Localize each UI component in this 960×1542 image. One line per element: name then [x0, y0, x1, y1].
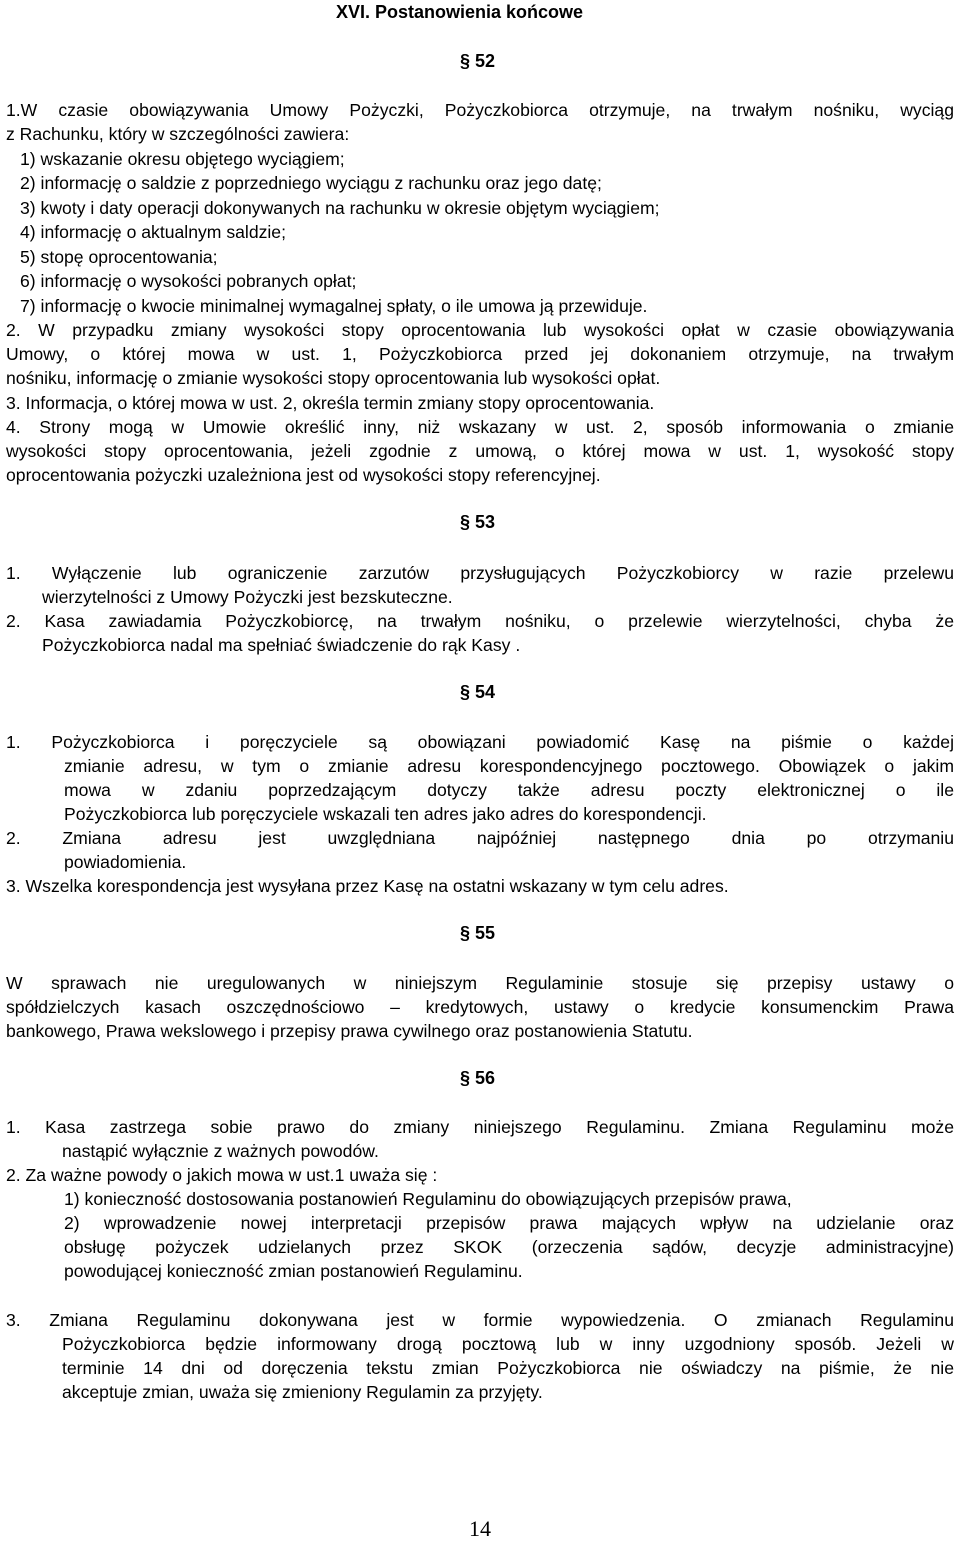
section-55-number: § 55 — [460, 923, 496, 943]
section-53-line-3: 2. Kasa zawiadamia Pożyczkobiorcę, na trwałym nośniku, o przelewie wierzytelności, chyba że — [6, 611, 954, 631]
section-52-line-5: 3) kwoty i daty operacji dokonywanych na rachunku w okresie objętym wyciągiem; — [20, 198, 660, 218]
section-54-line-1: 1. Pożyczkobiorca i poręczyciele są obowiązani powiadomić Kasę na piśmie o każdej — [6, 732, 954, 752]
section-53-number: § 53 — [460, 512, 496, 532]
section-52-line-15: wysokości stopy oprocentowania, jeżeli zgodnie z umową, o której mowa w ust. 1, wysokość stopy — [6, 441, 954, 461]
section-53-line-4: Pożyczkobiorca nadal ma spełniać świadczenie do rąk Kasy . — [42, 635, 521, 655]
section-55-line-2: spółdzielczych kasach oszczędnościowo – kredytowych, ustawy o kredycie konsumenckim Prawa — [6, 997, 954, 1017]
section-52-line-13: 3. Informacja, o której mowa w ust. 2, określa termin zmiany stopy oprocentowania. — [6, 393, 655, 413]
section-56-line-4: 1) konieczność dostosowania postanowień Regulaminu do obowiązujących przepisów prawa, — [64, 1189, 792, 1209]
section-54-line-4: Pożyczkobiorca lub poręczyciele wskazali ten adres jako adres do korespondencji. — [64, 804, 707, 824]
section-52-line-12: nośniku, informację o zmianie wysokości stopy oprocentowania lub wysokości opłat. — [6, 368, 661, 388]
section-53-line-1: 1. Wyłączenie lub ograniczenie zarzutów przysługujących Pożyczkobiorcy w razie przelewu — [6, 563, 954, 583]
section-52-line-4: 2) informację o saldzie z poprzedniego wyciągu z rachunku oraz jego datę; — [20, 173, 602, 193]
section-52-line-10: 2. W przypadku zmiany wysokości stopy oprocentowania lub wysokości opłat w czasie obowiązywania — [6, 320, 954, 340]
section-54-line-7: 3. Wszelka korespondencja jest wysyłana przez Kasę na ostatni wskazany w tym celu adres. — [6, 876, 729, 896]
section-52-line-8: 6) informację o wysokości pobranych opłat; — [20, 271, 357, 291]
section-52-line-2: z Rachunku, który w szczególności zawiera: — [6, 124, 350, 144]
page-number: 14 — [469, 1516, 491, 1541]
section-52-line-14: 4. Strony mogą w Umowie określić inny, niż wskazany w ust. 2, sposób informowania o zmianie — [6, 417, 954, 437]
section-53-line-2: wierzytelności z Umowy Pożyczki jest bezskuteczne. — [42, 587, 453, 607]
section-52-line-16: oprocentowania pożyczki uzależniona jest od wysokości stopy referencyjnej. — [6, 465, 601, 485]
section-54-line-2: zmianie adresu, w tym o zmianie adresu korespondencyjnego pocztowego. Obowiązek o jakim — [64, 756, 954, 776]
section-52-line-7: 5) stopę oprocentowania; — [20, 247, 218, 267]
section-54-line-5: 2. Zmiana adresu jest uwzględniana najpóźniej następnego dnia po otrzymaniu — [6, 828, 954, 848]
section-56-line-11: akceptuje zmian, uważa się zmieniony Regulamin za przyjęty. — [62, 1382, 543, 1402]
section-56-number: § 56 — [460, 1068, 496, 1088]
section-52-line-1: 1.W czasie obowiązywania Umowy Pożyczki, Pożyczkobiorca otrzymuje, na trwałym nośniku, wyciąg — [6, 100, 954, 120]
section-52-line-11: Umowy, o której mowa w ust. 1, Pożyczkobiorca przed jej dokonaniem otrzymuje, na trwałym — [6, 344, 954, 364]
section-55-line-1: W sprawach nie uregulowanych w niniejszym Regulaminie stosuje się przepisy ustawy o — [6, 973, 954, 993]
section-56-line-3: 2. Za ważne powody o jakich mowa w ust.1 uważa się : — [6, 1165, 438, 1185]
section-54-number: § 54 — [460, 682, 496, 702]
section-56-line-8: 3. Zmiana Regulaminu dokonywana jest w formie wypowiedzenia. O zmianach Regulaminu — [6, 1310, 954, 1330]
section-56-line-6: obsługę pożyczek udzielanych przez SKOK (orzeczenia sądów, decyzje administracyjne) — [64, 1237, 954, 1257]
section-52-line-3: 1) wskazanie okresu objętego wyciągiem; — [20, 149, 345, 169]
section-56-line-9: Pożyczkobiorca będzie informowany drogą pocztową lub w inny uzgodniony sposób. Jeżeli w — [62, 1334, 954, 1354]
section-56-line-2: nastąpić wyłącznie z ważnych powodów. — [62, 1141, 379, 1161]
chapter-title: XVI. Postanowienia końcowe — [336, 2, 584, 22]
section-56-line-5: 2) wprowadzenie nowej interpretacji przepisów prawa mających wpływ na udzielanie oraz — [64, 1213, 954, 1233]
section-56-line-7: powodującej konieczność zmian postanowień Regulaminu. — [64, 1261, 523, 1281]
section-52-line-6: 4) informację o aktualnym saldzie; — [20, 222, 286, 242]
section-52-line-9: 7) informację o kwocie minimalnej wymagalnej spłaty, o ile umowa ją przewiduje. — [20, 296, 648, 316]
section-54-line-3: mowa w zdaniu poprzedzającym dotyczy także adresu poczty elektronicznej o ile — [64, 780, 954, 800]
section-54-line-6: powiadomienia. — [64, 852, 187, 872]
section-55-line-3: bankowego, Prawa wekslowego i przepisy prawa cywilnego oraz postanowienia Statutu. — [6, 1021, 693, 1041]
section-56-line-10: terminie 14 dni od doręczenia tekstu zmian Pożyczkobiorca nie oświadczy na piśmie, że nie — [62, 1358, 954, 1378]
section-52-number: § 52 — [460, 51, 496, 71]
section-56-line-1: 1. Kasa zastrzega sobie prawo do zmiany niniejszego Regulaminu. Zmiana Regulaminu może — [6, 1117, 954, 1137]
